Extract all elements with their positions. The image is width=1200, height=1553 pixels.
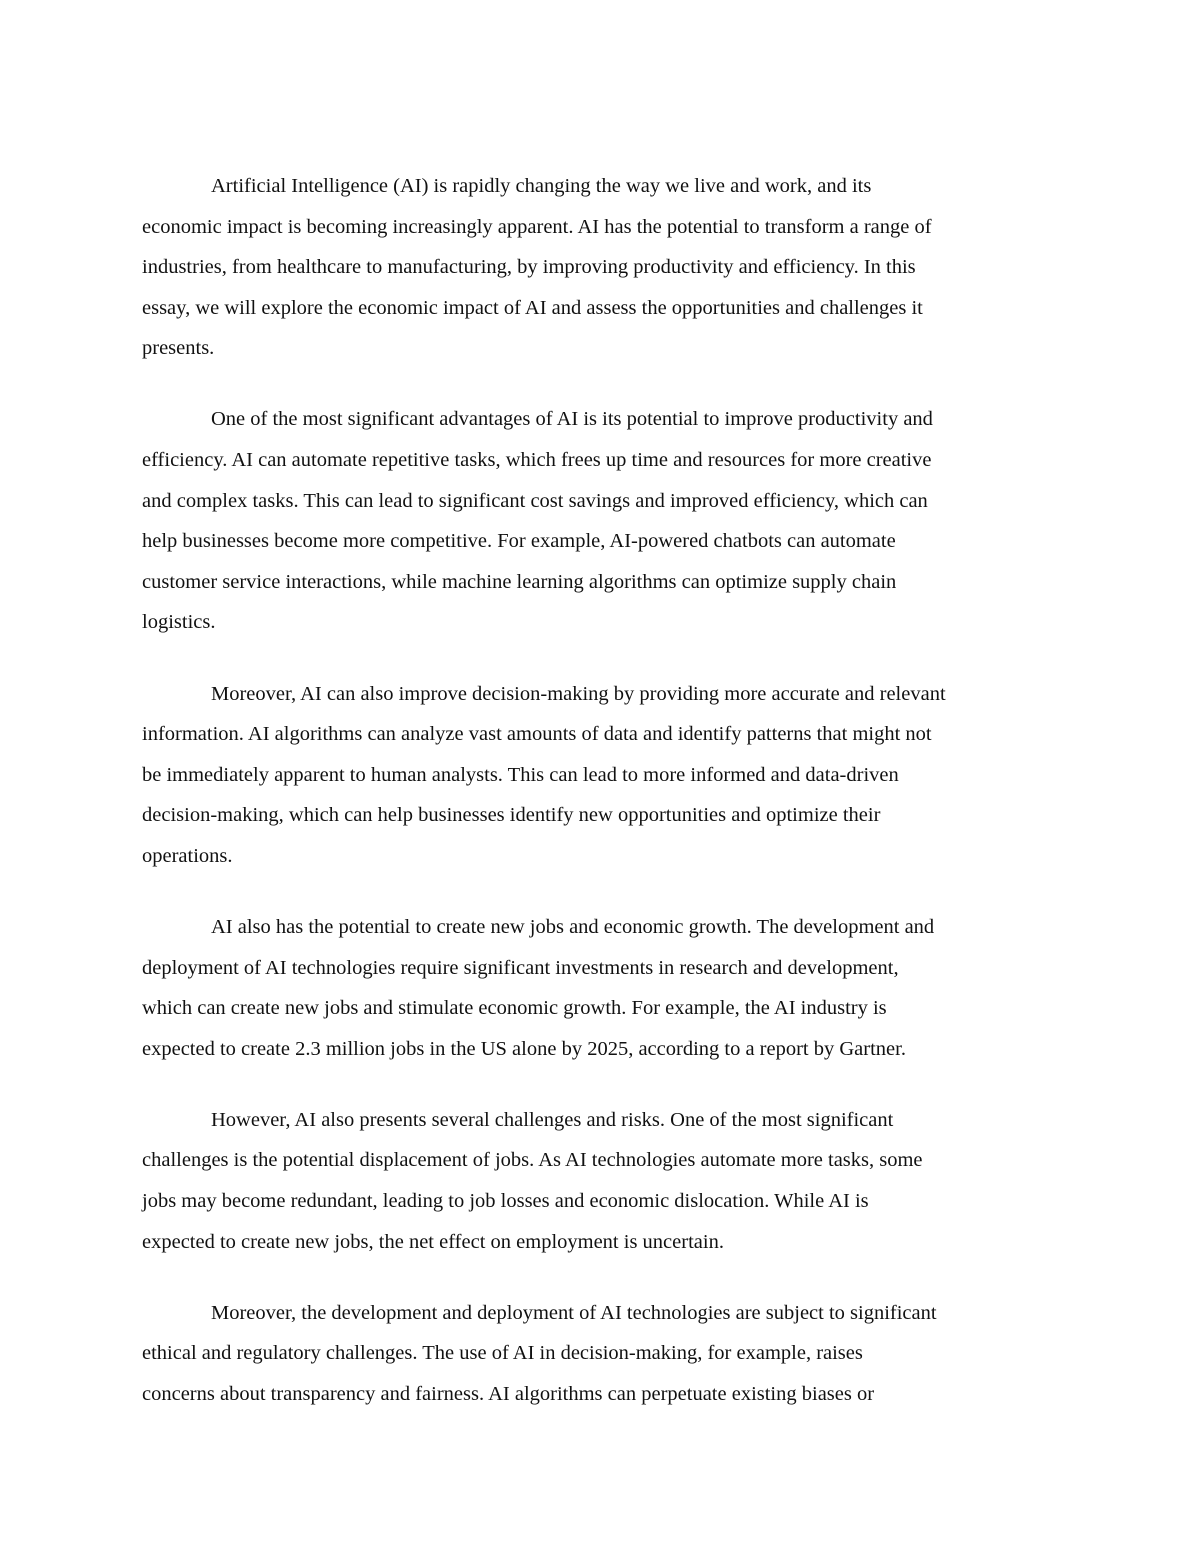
paragraph-challenges: However, AI also presents several challenges and risks. One of the most significant challenges is the potential displacement of jobs. As AI technologies automate more tasks, some jobs may become redundant, leading to job losses and economic dislocation. While AI is expected to create new jobs, the net effect on employment is uncertain. <box>142 1108 923 1253</box>
paragraph-job-creation: AI also has the potential to create new jobs and economic growth. The development and deployment of AI technologies require significant investments in research and development, which can create new jobs and stimulate economic growth. For example, the AI industry is expected to create 2.3 million jobs in the US alone by 2025, according to a report by Gartner. <box>142 916 935 1060</box>
paragraph-decision-making: Moreover, AI can also improve decision-making by providing more accurate and relevant information. AI algorithms can analyze vast amounts of data and identify patterns that might not be immediately apparent to human analysts. This can lead to more informed and data-driven decision-making, which can help businesses identify new opportunities and optimize their operations. <box>142 682 946 867</box>
paragraph-productivity: One of the most significant advantages of AI is its potential to improve productivity and efficiency. AI can automate repetitive tasks, which frees up time and resources for more creative and complex tasks. This can lead to significant cost savings and improved efficiency, which can help businesses become more competitive. For example, AI-powered chatbots can automate customer service interactions, while machine learning algorithms can optimize supply chain logistics. <box>142 408 933 634</box>
paragraph-intro: Artificial Intelligence (AI) is rapidly changing the way we live and work, and its economic impact is becoming increasingly apparent. AI has the potential to transform a range of industries, from healthcare to manufacturing, by improving productivity and efficiency. In this essay, we will explore the economic impact of AI and assess the opportunities and challenges it presents. <box>142 175 932 360</box>
essay-body <box>142 166 1062 1415</box>
paragraph-ethics: Moreover, the development and deployment of AI technologies are subject to significant ethical and regulatory challenges. The use of AI in decision-making, for example, raises concerns about transparency and fairness. AI algorithms can perpetuate existing biases or <box>142 1301 937 1405</box>
